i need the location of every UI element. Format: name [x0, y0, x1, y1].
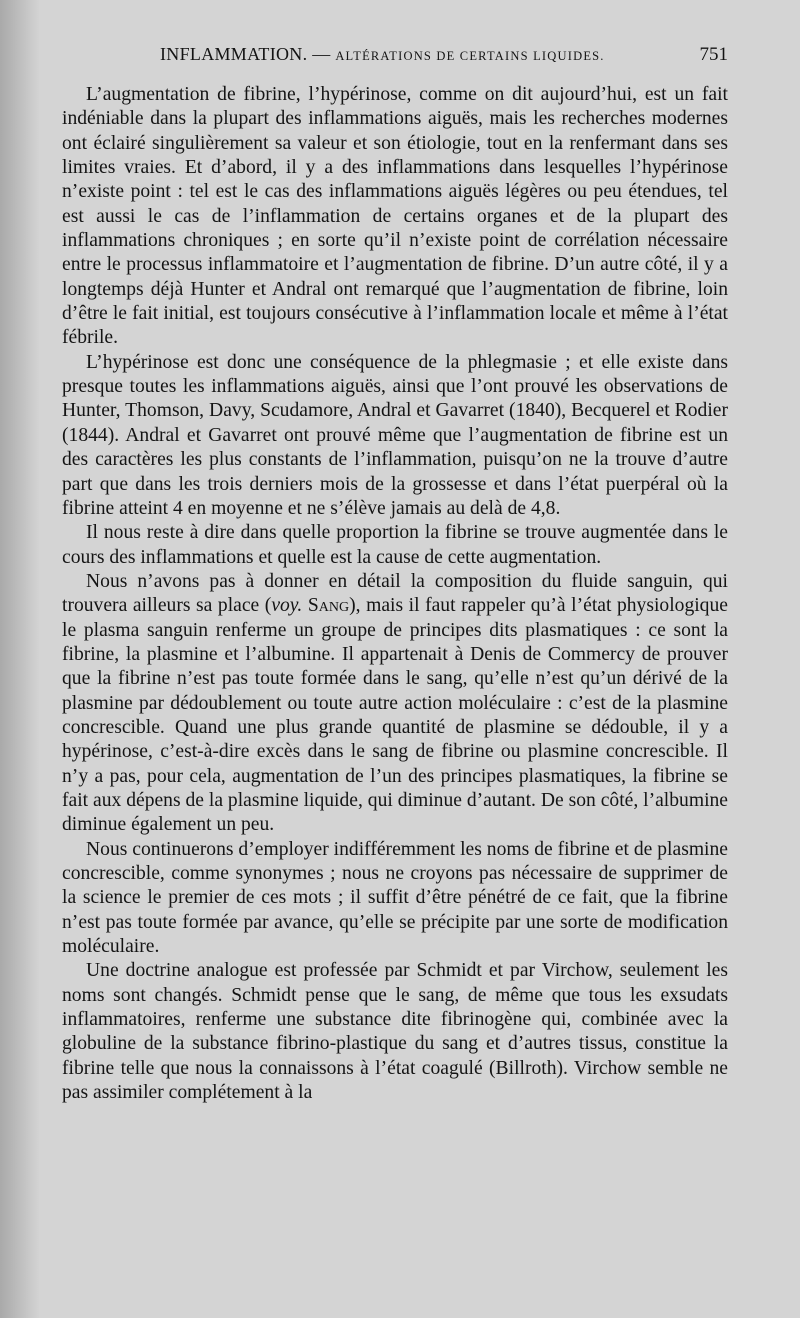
- paragraph: Il nous reste à dire dans quelle proportion la fibrine se trouve augmentée dans le cours des inflammations et quelle est la cause de cette augmentation.: [62, 522, 728, 568]
- running-title: [160, 44, 605, 65]
- page-gutter-shadow: [0, 0, 40, 1318]
- italic-abbrev: voy.: [271, 595, 303, 617]
- cross-reference: Sang: [302, 595, 350, 617]
- paragraph: L’augmentation de fibrine, l’hypérinose, comme on dit aujourd’hui, est un fait indéniable dans la plupart des inflammations aiguës, mais les recherches modernes ont éclairé singulièrement sa valeur et son étiologie, tout en la renfermant dans ses limites vraies. Et d’abord, il y a des inflammations dans lesquelles l’hypérinose n’existe point : tel est le cas des inflammations aiguës légères ou peu étendues, tel est aussi le cas de l’inflammation de certains organes et de la plupart des inflammations chroniques ; en sorte qu’il n’existe point de corrélation nécessaire entre le processus inflammatoire et l’augmentation de fibrine. D’un autre côté, il y a longtemps déjà Hunter et Andral ont remarqué que l’augmentation de fibrine, loin d’être le fait initial, est toujours consécutive à l’inflammation locale et même à l’état fébrile.: [62, 84, 728, 349]
- paragraph: [62, 570, 728, 838]
- running-header: [62, 44, 728, 74]
- paragraph-segment: Nous n’avons pas à donner en détail la composition du fluide sanguin, qui trouvera ailleurs sa place (: [62, 570, 728, 617]
- paragraph: L’hypérinose est donc une conséquence de la phlegmasie ; et elle existe dans presque toutes les inflammations aiguës, ainsi que l’ont prouvé les observations de Hunter, Thomson, Davy, Scudamore, Andral et Gavarret (1840), Becquerel et Rodier (1844). Andral et Gavarret ont prouvé même que l’augmentation de fibrine est un des caractères les plus constants de l’inflammation, puisqu’on ne la trouve d’autre part que dans les trois derniers mois de la grossesse et dans l’état puerpéral où la fibrine atteint 4 en moyenne et ne s’élève jamais au delà de 4,8.: [62, 351, 728, 519]
- running-title-main: INFLAMMATION. —: [160, 44, 336, 64]
- paragraph: Une doctrine analogue est professée par Schmidt et par Virchow, seulement les noms sont changés. Schmidt pense que le sang, de même que tous les exsudats inflammatoires, renferme une substance dite fibrinogène qui, combinée avec la globuline de la substance fibrino-plastique du sang et d’autres tissus, constitue la fibrine telle que nous la connaissons à l’état coagulé (Billroth). Virchow semble ne pas assimiler complétement à la: [62, 960, 728, 1104]
- paragraph-segment: ), mais il faut rappeler qu’à l’état physiologique le plasma sanguin renferme un groupe de principes dits plasmatiques : ce sont la fibrine, la plasmine et l’albumine. Il appartenait à Denis de Commercy de prouver que la fibrine n’est pas toute formée dans le sang, qu’elle n’est qu’un dérivé de la plasmine par dédoublement ou toute autre action moléculaire : c’est de la plasmine concrescible. Quand une plus grande quantité de plasmine se dédouble, il y a hypérinose, c’est-à-dire excès dans le sang de fibrine ou plasmine concrescible. Il n’y a pas, pour cela, augmentation de l’un des principes plasmatiques, la fibrine se fait aux dépens de la plasmine liquide, qui diminue d’autant. De son côté, l’albumine diminue également un peu.: [62, 595, 729, 836]
- page-number: 751: [699, 44, 728, 65]
- body-text: [62, 83, 728, 1105]
- paragraph: Nous continuerons d’employer indifféremment les noms de fibrine et de plasmine concrescible, comme synonymes ; nous ne croyons pas nécessaire de supprimer de la science le premier de ces mots ; il suffit d’être pénétré de ce fait, que la fibrine n’est pas toute formée par avance, qu’elle se précipite par une sorte de modification moléculaire.: [62, 838, 728, 958]
- running-title-sub: ALTÉRATIONS DE CERTAINS LIQUIDES.: [335, 49, 605, 63]
